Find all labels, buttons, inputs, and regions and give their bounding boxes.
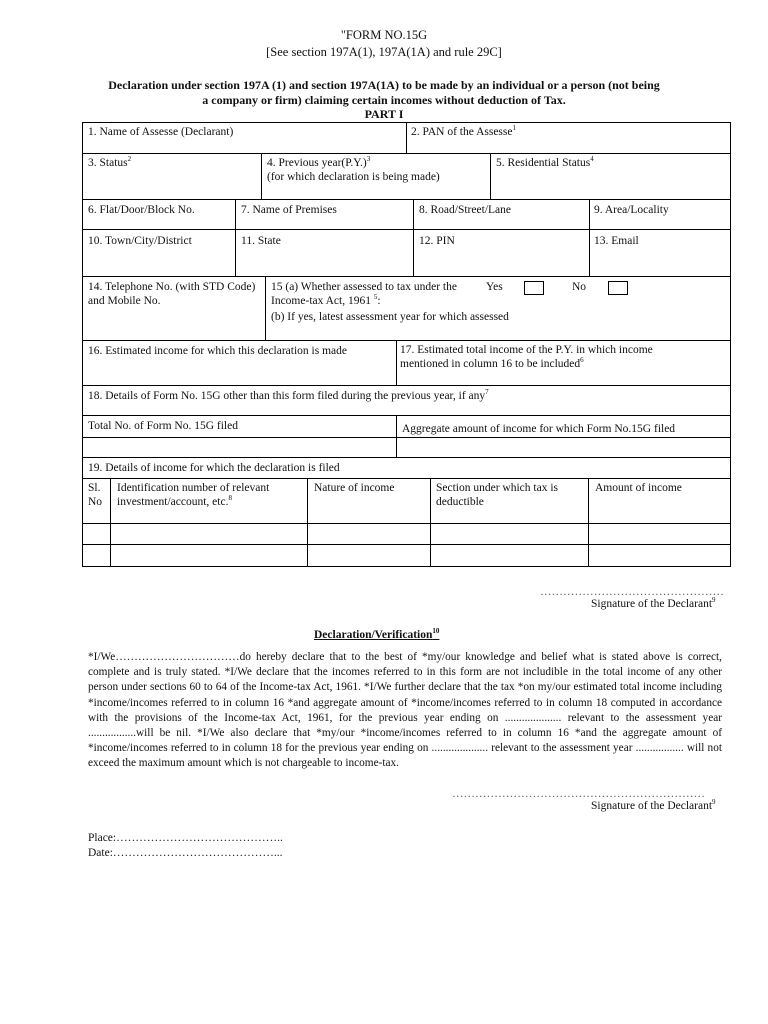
yes-checkbox[interactable] — [524, 281, 544, 295]
col-amount-of-income: Amount of income — [595, 482, 682, 494]
field-estimated-income: 16. Estimated income for which this declaration is made — [88, 345, 347, 357]
field-email: 13. Email — [594, 235, 639, 247]
yes-label: Yes — [486, 281, 503, 293]
field-state: 11. State — [241, 235, 281, 247]
field-road-street: 8. Road/Street/Lane — [419, 204, 511, 216]
part-title: PART I — [364, 107, 404, 121]
field-details-form-15g: 18. Details of Form No. 15G other than this form filed during the previous year, if any$^7$ — [88, 388, 489, 402]
field-details-of-income: 19. Details of income for which the declaration is filed — [88, 462, 340, 474]
signature-label: Signature of the Declarant$^9$ — [591, 596, 716, 610]
signature-label-2: Signature of the Declarant$^9$ — [591, 798, 716, 812]
field-flat-door: 6. Flat/Door/Block No. — [88, 204, 195, 216]
place-field: Place:…………………………………….. — [88, 832, 283, 844]
declaration-line2: a company or firm) claiming certain incomes without deduction of Tax. — [202, 93, 566, 107]
verification-heading: Declaration/Verification$^{10}$ — [314, 627, 440, 641]
see-section: [See section 197A(1), 197A(1A) and rule 29C] — [266, 45, 502, 59]
field-area-locality: 9. Area/Locality — [594, 204, 669, 216]
declaration-line1: Declaration under section 197A (1) and section 197A(1A) to be made by an individual or a person (not being — [108, 78, 660, 92]
col-section: Section under which tax is deductible — [436, 482, 559, 508]
field-previous-year: 4. Previous $year(P.Y.)^3$ (for which declaration is being made) — [267, 155, 440, 183]
col-nature-of-income: Nature of income — [314, 482, 395, 494]
signature-line: ………………………………………… — [540, 586, 724, 598]
field-pin: 12. PIN — [419, 235, 455, 247]
field-town-city: 10. Town/City/District — [88, 235, 192, 247]
date-field: Date:……………………………………... — [88, 847, 283, 859]
field-premises: 7. Name of Premises — [241, 204, 337, 216]
signature-line-2: ………………………………………………………… — [452, 788, 705, 800]
verification-paragraph: *I/We……………………………do hereby declare that to the best of *my/our knowledge and belief what is stated above is correct, complete and is truly stated. *I/We declare that the incomes referred to in this form are not includible in the total income of any other person under sections 60 to 64 of the Income-tax Act, 1961. *I/We further declare that the tax *on my/our estimated total income including *income/incomes referred to in column 16 *and aggregate amount of *income/incomes referred to in column 18 computed in accordance with the provisions of the Income-tax Act, 1961, for the previous year ending on .................... relevant to the assessment year .................will be nil. *I/We also declare that *my/our *income/incomes referred to in column 16 *and the aggregate amount of *income/incomes referred to in column 18 for the previous year ending on .................... relevant to the assessment year ................. will not exceed the maximum amount which is not chargeable to income-tax. — [88, 651, 722, 770]
field-assessed-to-tax: 15 (a) Whether assessed to tax under the Income-tax Act, 1961 $^5$: (b) If yes, latest assessment year for which assessed — [271, 281, 509, 323]
col-sl-no: Sl. No — [88, 482, 103, 508]
field-aggregate-amount: Aggregate amount of income for which Form No.15G filed — [402, 423, 676, 435]
no-checkbox[interactable] — [608, 281, 628, 295]
field-residential-status: 5. Residential Status$^4$ — [496, 155, 594, 169]
field-pan: 2. PAN of the Assesse$^1$ — [411, 124, 516, 138]
no-label: No — [572, 281, 587, 293]
form-title: "FORM NO.15G — [340, 28, 428, 42]
field-total-forms-filed: Total No. of Form No. 15G filed — [88, 420, 238, 432]
field-status: 3. Status$^2$ — [88, 155, 132, 169]
field-estimated-total-income: 17. Estimated total income of the P.Y. in which income mentioned in column 16 to be included$^6$ — [400, 344, 653, 370]
field-telephone: 14. Telephone No. (with STD Code) and Mobile No. — [88, 281, 256, 307]
col-identification-number: Identification number of relevant investment/account, etc.$^8$ — [117, 482, 270, 508]
field-name-of-assesse: 1. Name of Assesse (Declarant) — [88, 126, 234, 138]
